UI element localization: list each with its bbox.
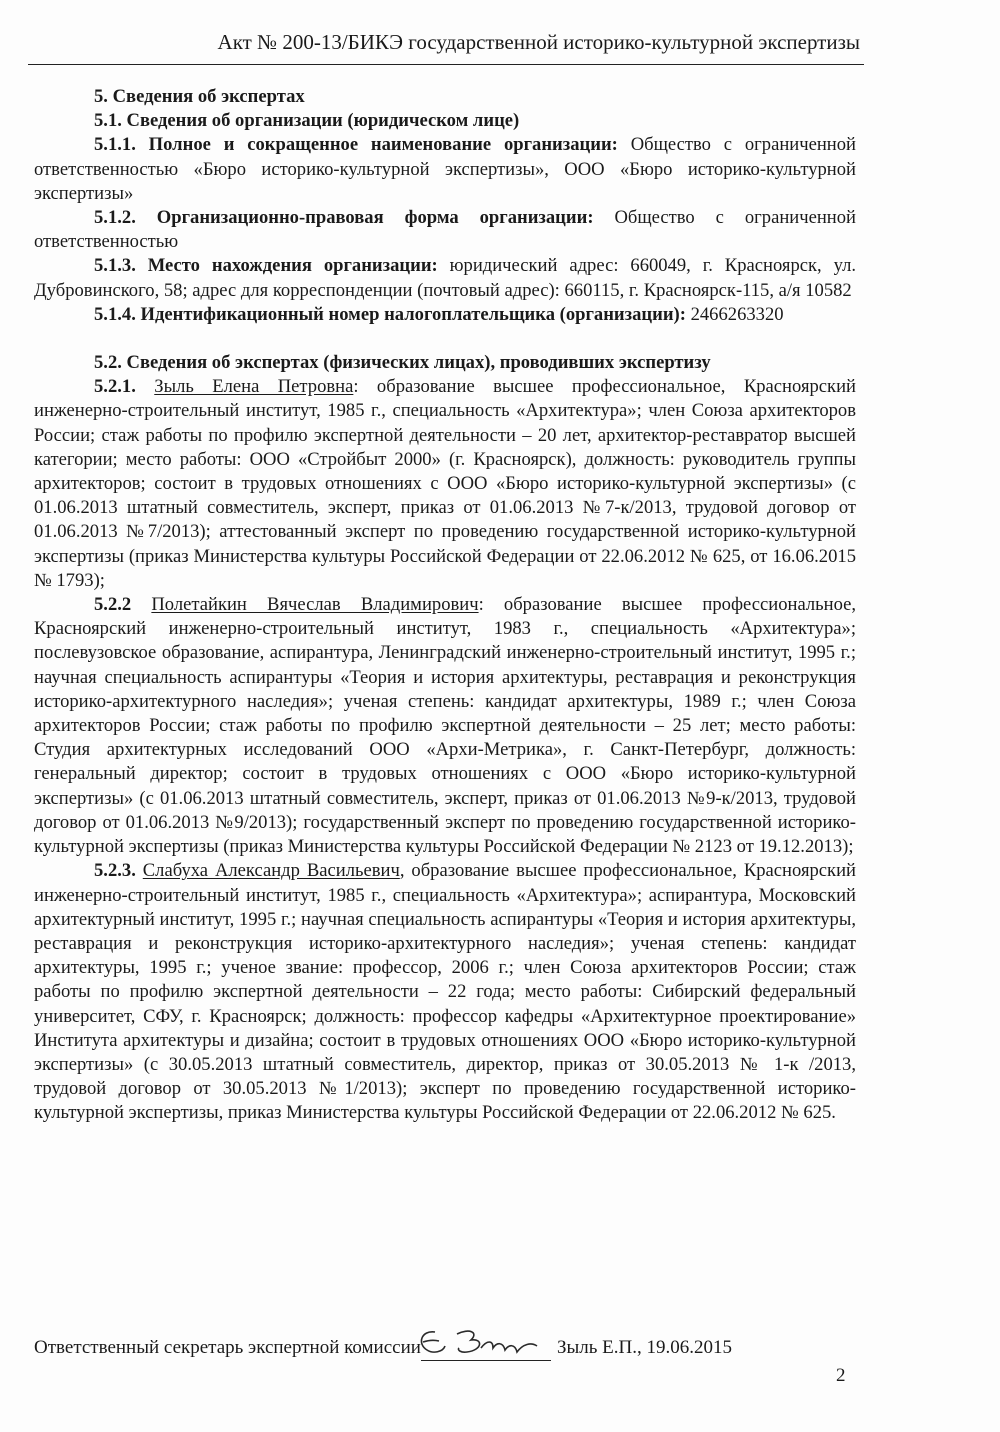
section-5-2-heading: 5.2. Сведения об экспертах (физических лицах), проводивших экспертизу bbox=[94, 352, 711, 374]
expert-paragraph bbox=[34, 593, 856, 859]
paragraph-5-1-4-label: 5.1.4. Идентификационный номер налогоплательщика (организации): bbox=[94, 303, 686, 325]
paragraph-5-1-3-text: юридический адрес: 660049, г. Красноярск, ул. Дубровинского, 58; адрес для корреспонденции (почтовый адрес): 660115, г. Красноярск-115, а/я 10582 bbox=[34, 255, 856, 301]
expert-name: Зыль Елена Петровна bbox=[154, 376, 354, 398]
paragraph-5-1-3 bbox=[34, 254, 856, 302]
paragraph-5-1-1 bbox=[34, 133, 856, 206]
expert-name: Полетайкин Вячеслав Владимирович bbox=[151, 594, 479, 616]
section-5-heading: 5. Сведения об экспертах bbox=[94, 86, 305, 107]
signature-name-date: Зыль Е.П., 19.06.2015 bbox=[556, 1337, 732, 1358]
expert-number: 5.2.2 bbox=[94, 594, 132, 616]
page-number: 2 bbox=[836, 1365, 846, 1386]
paragraph-5-1-2-text: Общество с ограниченной ответственностью bbox=[34, 207, 856, 253]
paragraph-5-1-2 bbox=[34, 206, 856, 254]
document-body bbox=[34, 85, 856, 1126]
header-rule bbox=[28, 64, 864, 65]
signature-line bbox=[34, 1335, 834, 1361]
signature-label: Ответственный секретарь экспертной комиссии bbox=[34, 1337, 421, 1358]
expert-paragraph bbox=[34, 859, 856, 1125]
paragraph-5-1-4-text: 2466263320 bbox=[685, 303, 784, 325]
running-header: Акт № 200-13/БИКЭ государственной историко-культурной экспертизы bbox=[217, 30, 860, 54]
expert-number: 5.2.3. bbox=[94, 860, 136, 882]
paragraph-5-1-1-label: 5.1.1. Полное и сокращенное наименование организации: bbox=[94, 134, 618, 156]
paragraph-5-1-4 bbox=[34, 303, 856, 327]
paragraph-5-1-3-label: 5.1.3. Место нахождения организации: bbox=[94, 255, 438, 277]
paragraph-5-1-1-text: Общество с ограниченной ответственностью «Бюро историко-культурной экспертизы», ООО «Бюро историко-культурной экспертизы» bbox=[34, 134, 856, 204]
handwritten-signature bbox=[413, 1322, 563, 1364]
expert-paragraph bbox=[34, 375, 856, 593]
expert-name: Слабуха Александр Васильевич bbox=[142, 860, 400, 882]
expert-details: : образование высшее профессиональное, Красноярский инженерно-строительный институт, 1983 г., специальность «Архитектура»; послевузовское образование, аспирантура, Ленинградский инженерно-строительный институт, 1995 г.; научная специальность аспирантуры «Теория и история архитектуры, реставрация и реконструкция историко-архитектурного наследия»; ученая степень: кандидат архитектуры, 1989 г.; член Союза архитекторов России; стаж работы по профилю экспертной деятельности – 25 лет; место работы: Студия архитектурных исследований ООО «Архи-Метрика», г. Санкт-Петербург, должность: генеральный директор; состоит в трудовых отношениях с ООО «Бюро историко-культурной экспертизы» (с 01.06.2013 штатный совместитель, эксперт, приказ от 01.06.2013 №9-к/2013, трудовой договор от 01.06.2013 №9/2013); государственный эксперт по проведению государственной историко-культурной экспертизы (приказ Министерства культуры Российской Федерации № 2123 от 19.12.2013); bbox=[34, 594, 856, 858]
expert-number: 5.2.1. bbox=[94, 376, 136, 398]
expert-details: , образование высшее профессиональное, Красноярский инженерно-строительный институт, 1985 г., специальность «Архитектура»; аспирантура, Московский архитектурный институт, 1995 г.; научная специальность аспирантуры «Теория и история архитектуры, реставрация и реконструкция историко-архитектурного наследия»; ученая степень: кандидат архитектуры, 1995 г.; ученое звание: профессор, 2006 г.; член Союза архитекторов России; стаж работы по профилю экспертной деятельности – 22 года; место работы: Сибирский федеральный университет, СФУ, г. Красноярск; должность: профессор кафедры «Архитектурное проектирование» Института архитектуры и дизайна; состоит в трудовых отношениях ООО «Бюро историко-культурной экспертизы» (с 30.05.2013 штатный совместитель, директор, приказ от 30.05.2013 № 1-к /2013, трудовой договор от 30.05.2013 №1/2013); эксперт по проведению государственной историко-культурной экспертизы, приказ Министерства культуры Российской Федерации от 22.06.2012 № 625. bbox=[34, 860, 856, 1124]
section-5-1-heading: 5.1. Сведения об организации (юридическом лице) bbox=[94, 110, 520, 132]
paragraph-5-1-2-label: 5.1.2. Организационно-правовая форма организации: bbox=[94, 207, 594, 229]
expert-details: : образование высшее профессиональное, Красноярский инженерно-строительный институт, 1985 г., специальность «Архитектура»; член Союза архитекторов России; стаж работы по профилю экспертной деятельности – 20 лет, архитектор-реставратор высшей категории; место работы: ООО «Стройбыт 2000» (г. Красноярск), должность: руководитель группы архитекторов; состоит в трудовых отношениях с ООО «Бюро историко-культурной экспертизы» (с 01.06.2013 штатный совместитель, эксперт, приказ от 01.06.2013 №7-к/2013, трудовой договор от 01.06.2013 №7/2013); аттестованный эксперт по проведению государственной историко-культурной экспертизы (приказ Министерства культуры Российской Федерации от 22.06.2012 № 625, от 16.06.2015 № 1793); bbox=[34, 376, 856, 591]
signature-field bbox=[421, 1338, 551, 1361]
